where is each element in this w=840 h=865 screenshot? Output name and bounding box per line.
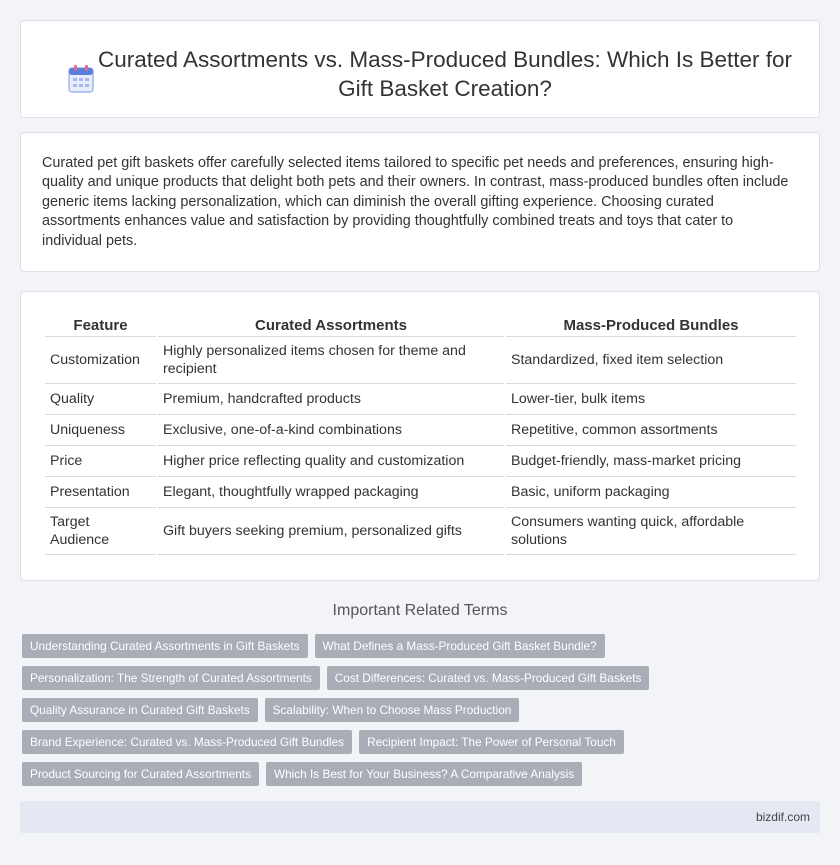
related-term-tag[interactable]: Which Is Best for Your Business? A Comparative Analysis: [266, 762, 582, 786]
table-cell: Repetitive, common assortments: [506, 415, 796, 446]
table-row: [45, 446, 796, 477]
table-cell: Premium, handcrafted products: [158, 384, 504, 415]
table-row: [45, 508, 796, 555]
footer-site-link[interactable]: bizdif.com: [755, 810, 810, 824]
related-term-tag[interactable]: Brand Experience: Curated vs. Mass-Produced Gift Bundles: [22, 730, 352, 754]
table-cell: Consumers wanting quick, affordable solutions: [506, 508, 796, 555]
table-row: [45, 384, 796, 415]
intro-paragraph: Curated pet gift baskets offer carefully selected items tailored to specific pet needs and preferences, ensuring high-quality and unique products that delight both pets and their owners. In contrast, mass-produced bundles often include generic items lacking personalization, which can diminish the overall gifting experience. Choosing curated assortments enhances value and satisfaction by providing thoughtfully combined treats and toys that cater to individual pets.: [42, 155, 789, 249]
related-term-tag[interactable]: Understanding Curated Assortments in Gift Baskets: [22, 634, 308, 658]
table-cell: Price: [45, 446, 156, 477]
header-mass-produced: Mass-Produced Bundles: [506, 316, 796, 337]
table-cell: Gift buyers seeking premium, personalized gifts: [158, 508, 504, 555]
table-cell: Quality: [45, 384, 156, 415]
table-cell: Target Audience: [45, 508, 156, 555]
table-cell: Elegant, thoughtfully wrapped packaging: [158, 477, 504, 508]
related-term-tag[interactable]: Quality Assurance in Curated Gift Baskets: [22, 698, 258, 722]
table-row: [45, 337, 796, 384]
table-cell: Higher price reflecting quality and customization: [158, 446, 504, 477]
related-terms-title: Important Related Terms: [332, 602, 508, 619]
related-term-tag[interactable]: Personalization: The Strength of Curated Assortments: [22, 666, 320, 690]
table-cell: Lower-tier, bulk items: [506, 384, 796, 415]
related-term-tag[interactable]: What Defines a Mass-Produced Gift Basket Bundle?: [315, 634, 605, 658]
footer: [20, 801, 820, 833]
table-cell: Uniqueness: [45, 415, 156, 446]
related-term-tag[interactable]: Product Sourcing for Curated Assortments: [22, 762, 259, 786]
table-row: [45, 415, 796, 446]
table-cell: Highly personalized items chosen for theme and recipient: [158, 337, 504, 384]
table-cell: Exclusive, one-of-a-kind combinations: [158, 415, 504, 446]
comparison-card: [20, 291, 820, 581]
related-term-tag[interactable]: Scalability: When to Choose Mass Production: [265, 698, 520, 722]
related-terms-list: [22, 634, 812, 794]
page-title: Curated Assortments vs. Mass-Produced Bundles: Which Is Better for Gift Basket Creation?: [97, 47, 793, 101]
table-cell: Presentation: [45, 477, 156, 508]
table-cell: Standardized, fixed item selection: [506, 337, 796, 384]
related-term-tag[interactable]: Recipient Impact: The Power of Personal Touch: [359, 730, 624, 754]
header-feature: Feature: [45, 316, 156, 337]
related-term-tag[interactable]: Cost Differences: Curated vs. Mass-Produced Gift Baskets: [327, 666, 650, 690]
header-curated: Curated Assortments: [158, 316, 504, 337]
header-card: [20, 20, 820, 118]
comparison-table: [43, 316, 798, 555]
intro-card: [20, 132, 820, 272]
table-cell: Basic, uniform packaging: [506, 477, 796, 508]
table-cell: Customization: [45, 337, 156, 384]
table-row: [45, 477, 796, 508]
table-header-row: [45, 316, 796, 337]
table-cell: Budget-friendly, mass-market pricing: [506, 446, 796, 477]
